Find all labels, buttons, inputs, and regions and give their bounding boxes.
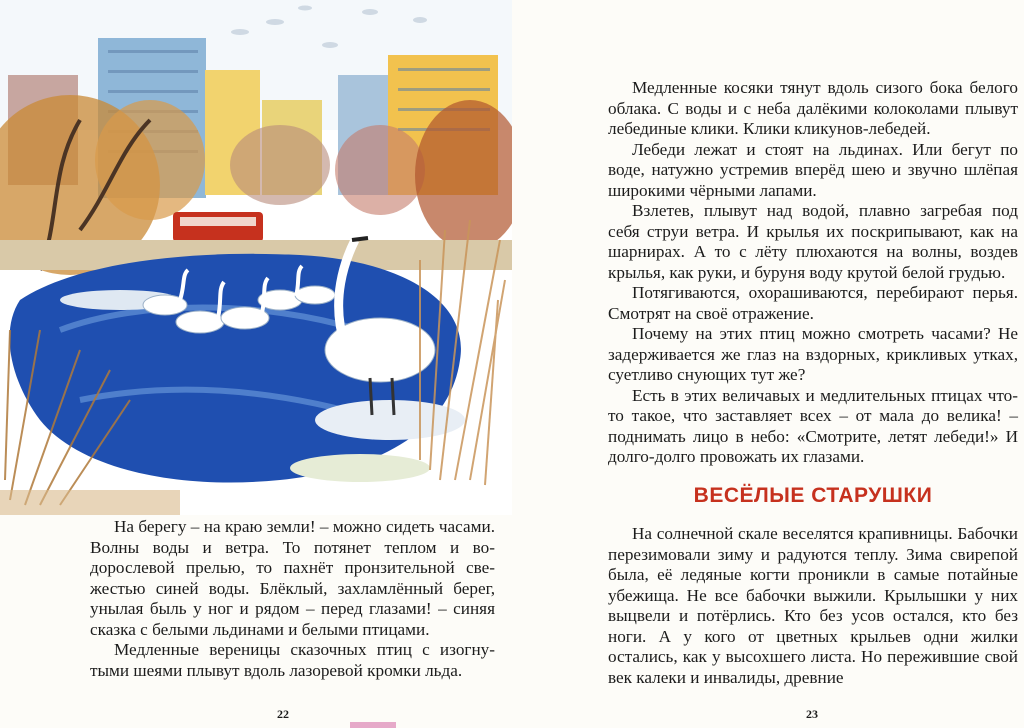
chapter-heading: ВЕСЁЛЫЕ СТАРУШКИ bbox=[693, 484, 933, 507]
left-body-text bbox=[90, 517, 495, 681]
paragraph: Медленные косяки тянут вдоль сизого бока белого облака. С воды и с неба далёкими колоколами плывут лебединые клики. Клики кликунов-лебедей. bbox=[608, 78, 1018, 138]
right-body-text-bottom bbox=[608, 524, 1018, 688]
paragraph: Лебеди лежат и стоят на льдинах. Или бегут по воде, натужно устремив вперёд шею и звучно шлёпая широкими чёрными лапами. bbox=[608, 139, 1018, 200]
right-page bbox=[512, 0, 1024, 728]
paragraph: Медленные вереницы сказочных птиц с изогнутыми шеями плывут вдоль лазоревой кромки льда. bbox=[90, 640, 495, 680]
paragraph: Есть в этих величавых и медлительных птицах что-то такое, что заставляет всех – от мала до велика! – поднимать лицо в небо: «Смотрите, летят лебеди!» И долго-долго провожать их глазами. bbox=[608, 385, 1018, 466]
paragraph: Взлетев, плывут над водой, плавно загребая под себя струи ветра. И крылья их поскрипывают, как на шарнирах. А то с лёту плюхаются на волны, воздев крылья, как руки, и буруня воду крутой белой грудью. bbox=[608, 201, 1018, 282]
page-number-left: 22 bbox=[277, 707, 289, 721]
bookmark-tab bbox=[350, 722, 396, 728]
paragraph: На берегу – на краю земли! – можно сидеть часами. Волны воды и ветра. То потянет теплом и водорослевой прелью, то пахнёт пронзительной свежестью синей воды. Блёклый, захламлённый берег, унылая быль у ног и рядом – перед глазами! – синяя сказка с белыми льдинами и белыми птицами. bbox=[90, 517, 495, 639]
paragraph: Почему на этих птиц можно смотреть часами? Не задерживается же глаз на вздорных, крикливых утках, суетливо снующих тут же? bbox=[608, 324, 1018, 384]
swans-pond-illustration bbox=[0, 0, 512, 515]
right-body-text-top bbox=[608, 78, 1018, 468]
page-number-right: 23 bbox=[806, 707, 818, 721]
paragraph: На солнечной скале веселятся крапивницы. Бабочки перезимовали зиму и радуются теплу. Зима свирепой была, её ледяные когти проникли в самые потайные убежища. Не все бабочки выжили. Крылышки у них выцвели и потёрлись. Кто без усов остался, кто без ноги. А у кого от цветных крыльев одни жилки остались, как у высохшего листа. Но пережившие свой век калеки и инвалиды, древние bbox=[608, 524, 1018, 687]
paragraph: Потягиваются, охорашиваются, перебирают перья. Смотрят на своё отражение. bbox=[608, 283, 1018, 323]
